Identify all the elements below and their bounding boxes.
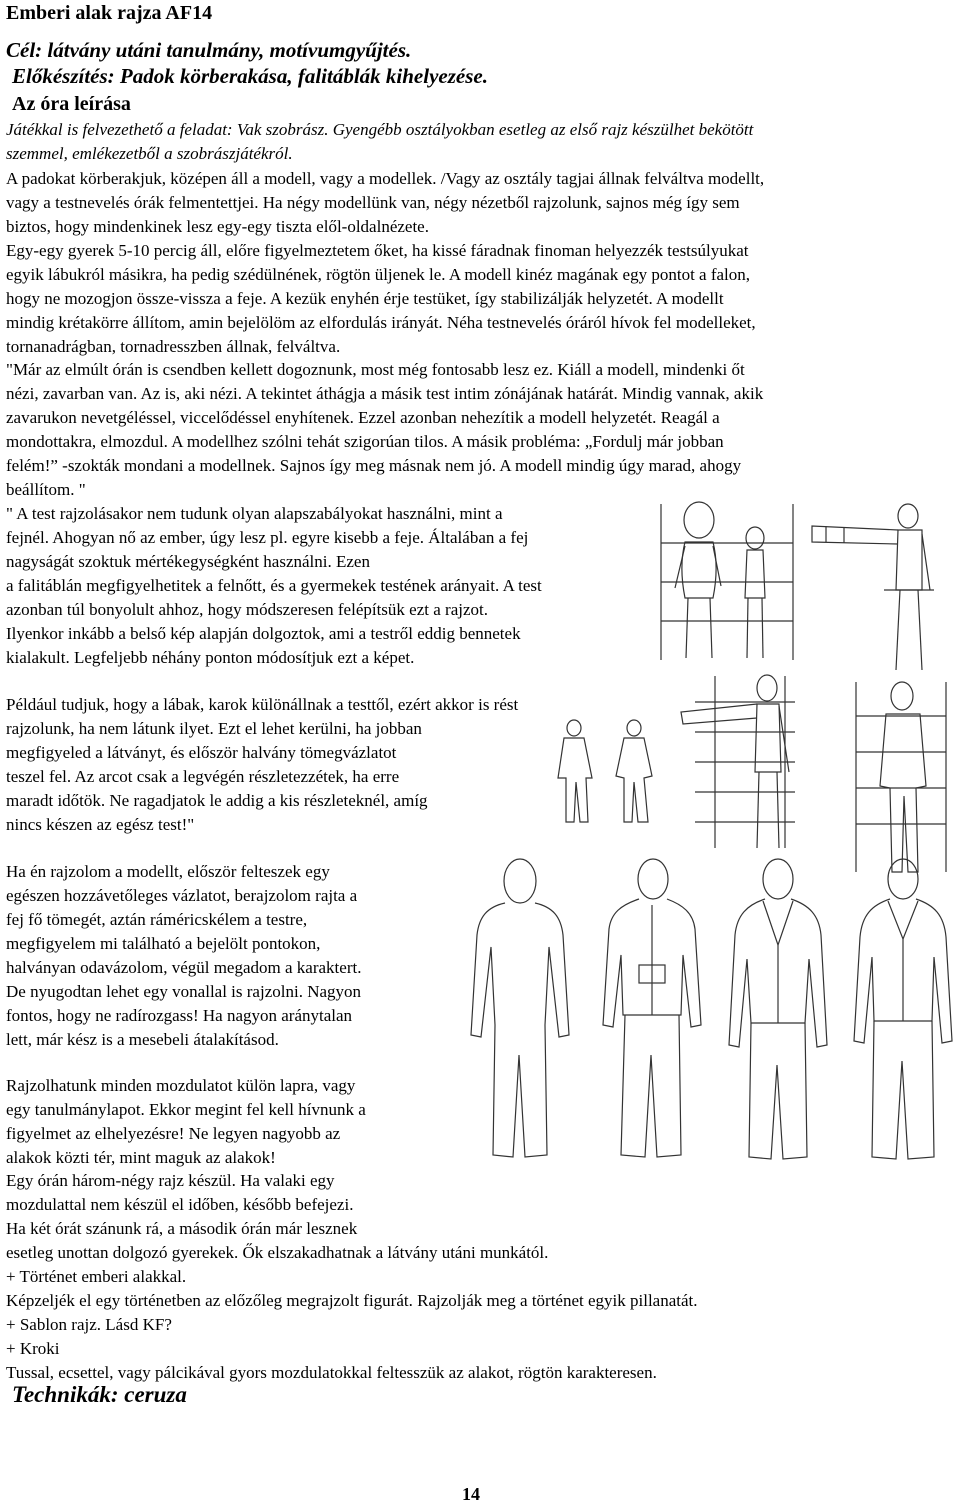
body-line: Ha két órát szánunk rá, a második órán már lesznek <box>6 1219 358 1238</box>
body-line: tornanadrágban, tornadresszben állnak, felváltva. <box>6 337 341 356</box>
body-line: "Már az elmúlt órán is csendben kellett dogoznunk, most még fontosabb lesz ez. Kiáll a modell, mindenki őt <box>6 360 745 379</box>
child-proportion-sketch <box>655 498 800 663</box>
body-line: + Kroki <box>6 1339 60 1358</box>
body-line: mondottakra, elmozdul. A modellhez szólni tehát szigorúan tilos. A másik probléma: „Fordulj már jobban <box>6 432 724 451</box>
body-line: teszel fel. Az arcot csak a legvégén részletezzétek, ha erre <box>6 767 400 786</box>
figure-sketch-suit <box>848 855 958 1165</box>
body-line: megfigyeled a látványt, és először halvány tömegvázlatot <box>6 743 397 762</box>
body-line: " A test rajzolásakor nem tudunk olyan alapszabályokat használni, mint a <box>6 504 503 523</box>
body-line: Képzeljék el egy történetben az előzőleg megrajzolt figurát. Rajzolják meg a történet egyik pillanatát. <box>6 1291 698 1310</box>
body-line: megfigyelem mi található a bejelölt pontokon, <box>6 934 321 953</box>
body-line: nincs készen az egész test!" <box>6 815 195 834</box>
standing-figure-grid-sketch <box>846 676 956 876</box>
body-line: Egy-egy gyerek 5-10 percig áll, előre figyelmeztetem őket, ha kissé fáradnak finoman helyezzék testsúlyukat <box>6 241 749 260</box>
body-line: hogy ne mozogjon össze-vissza a feje. A kezük enyhén érje testüket, így stabilizálják helyzetét. A modellt <box>6 289 724 308</box>
body-line: fejnél. Ahogyan nő az ember, úgy lesz pl. egyre kisebb a feje. Általában a fej <box>6 528 529 547</box>
body-line: beállítom. " <box>6 480 86 499</box>
body-line: Egy órán három-négy rajz készül. Ha valaki egy <box>6 1171 335 1190</box>
body-line: mindig krétakörre állítom, amin bejelölöm az elfordulás irányát. Néha testnevelés óráról hívok fel modelleket, <box>6 313 756 332</box>
body-line: A padokat körberakjuk, középen áll a modell, vagy a modellek. /Vagy az osztály tagjai állnak felváltva modellt, <box>6 169 765 188</box>
body-line: egy tanulmánylapot. Ekkor megint fel kell hívnunk a <box>6 1100 366 1119</box>
document-title: Emberi alak rajza AF14 <box>6 2 213 24</box>
body-line: fontos, hogy ne radírozgass! Ha nagyon aránytalan <box>6 1006 353 1025</box>
body-line: Például tudjuk, hogy a lábak, karok különállnak a testtől, ezért akkor is rést <box>6 695 519 714</box>
body-line: alakok közti tér, mint maguk az alakok! <box>6 1148 276 1167</box>
figure-sketch-coat <box>723 855 833 1165</box>
lesson-preparation: Előkészítés: Padok körberakása, falitáblák kihelyezése. <box>12 64 488 88</box>
body-line: Rajzolhatunk minden mozdulatot külön lapra, vagy <box>6 1076 356 1095</box>
body-line: biztos, hogy mindenkinek lesz egy-egy tiszta elől-oldalnézete. <box>6 217 429 236</box>
body-line: vagy a testnevelés órák felmentettjei. Ha négy modellünk van, négy nézetből rajzolunk, sajnos még így sem <box>6 193 740 212</box>
body-line: felém!” -szokták mondani a modellnek. Sajnos így meg másnak nem jó. A modell mindig úgy marad, ahogy <box>6 456 742 475</box>
body-line: lett, már kész is a mesebeli átalakításod. <box>6 1030 279 1049</box>
body-line: egészen hozzávetőleges vázlatot, berajzolom rajta a <box>6 886 358 905</box>
body-line: zavarukon nevetgéléssel, viccelődéssel enyhítenek. Ezzel azonban nehezítik a modell helyzetét. Reagál a <box>6 408 720 427</box>
body-line: kialakult. Legfeljebb néhány ponton módosítjuk ezt a képet. <box>6 648 415 667</box>
body-line: + Sablon rajz. Lásd KF? <box>6 1315 172 1334</box>
figure-sketch-jacket <box>595 855 710 1165</box>
technique-heading: Technikák: ceruza <box>12 1382 187 1407</box>
body-line: Tussal, ecsettel, vagy pálcikával gyors mozdulatokkal feltesszük az alakot, rögtön karakteresen. <box>6 1363 657 1382</box>
lesson-goal: Cél: látvány utáni tanulmány, motívumgyűjtés. <box>6 38 412 62</box>
body-line: halványan odavázolom, végül megadom a karaktert. <box>6 958 362 977</box>
body-line: egyik lábukról másikra, ha pedig szédülnének, rögtön üljenek le. A modell kinéz magának egy pontot a falon, <box>6 265 751 284</box>
body-line: nézi, zavarban van. Az is, aki nézi. A tekintet áthágja a másik test intim zónájának határát. Mindig vannak, akik <box>6 384 764 403</box>
page-number: 14 <box>462 1484 480 1504</box>
body-line: De nyugodtan lehet egy vonallal is rajzolni. Nagyon <box>6 982 362 1001</box>
body-line: Ilyenkor inkább a belső kép alapján dolgoztok, ami a testről eddig bennetek <box>6 624 521 643</box>
intro-line: Játékkal is felvezethető a feladat: Vak szobrász. Gyengébb osztályokban esetleg az első rajz készülhet bekötött <box>6 120 754 139</box>
body-line: maradt időtök. Ne ragadjatok le addig a kis részleteknél, amíg <box>6 791 428 810</box>
intro-line: szemmel, emlékezetből a szobrászjátékról. <box>6 144 293 163</box>
body-line: rajzolunk, ha nem látunk ilyet. Ezt el lehet kerülni, ha jobban <box>6 719 422 738</box>
figure-sketch-outline <box>465 855 575 1165</box>
body-line: mozdulattal nem készül el időben, később befejezi. <box>6 1195 354 1214</box>
body-line: azonban túl bonyolult ahhoz, hogy módszeresen felépítsük ezt a rajzot. <box>6 600 488 619</box>
body-line: figyelmet az elhelyezésre! Ne legyen nagyobb az <box>6 1124 341 1143</box>
body-line: nagyságát szoktuk mértékegységként használni. Ezen <box>6 552 370 571</box>
body-line: fej fő tömegét, aztán ráméricskélem a testre, <box>6 910 308 929</box>
section-heading: Az óra leírása <box>12 93 131 115</box>
body-line: a falitáblán megfigyelhetitek a felnőtt, és a gyermekek testének arányait. A test <box>6 576 542 595</box>
adult-arm-raised-sketch <box>804 498 960 673</box>
outline-figures-sketch <box>544 718 664 828</box>
body-line: + Történet emberi alakkal. <box>6 1267 187 1286</box>
body-line: Ha én rajzolom a modellt, először felteszek egy <box>6 862 330 881</box>
body-line: esetleg unottan dolgozó gyerekek. Ők elszakadhatnak a látvány utáni munkától. <box>6 1243 549 1262</box>
adult-proportion-grid-sketch <box>675 672 815 850</box>
